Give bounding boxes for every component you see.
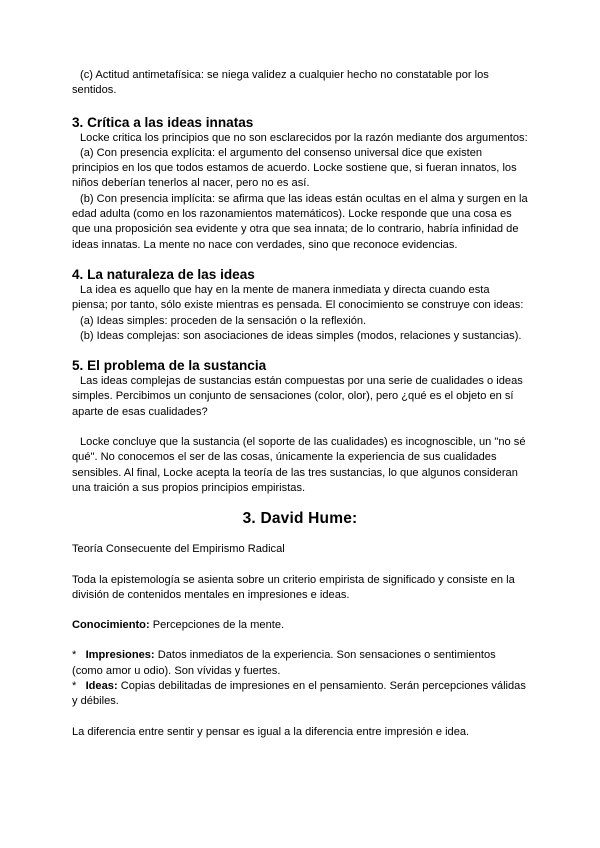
section-5-para-1: Las ideas complejas de sustancias están compuestas por una serie de cualidades o ideas simples. Percibimos un conjunto de sensaciones (color, olor), pero ¿qué es el objeto en sí aparte de esas cualidades? bbox=[72, 375, 523, 418]
ideas-label: Ideas: bbox=[85, 680, 118, 693]
ideas-text: Copias debilitadas de impresiones en el pensamiento. Serán percepciones válidas y débiles. bbox=[72, 680, 526, 708]
section-3-heading: 3. Crítica a las ideas innatas bbox=[72, 114, 254, 130]
section-3-item-a: (a) Con presencia explícita: el argumento del consenso universal dice que existen principios en los que todos estamos de acuerdo. Locke sostiene que, si fueran innatos, los niños deberían tenerlos al nacer, pero no es así. bbox=[72, 146, 517, 190]
impresiones-text: Datos inmediatos de la experiencia. Son sensaciones o sentimientos (como amor u odio). Son vívidas y fuertes. bbox=[72, 649, 496, 677]
section-3-intro: Locke critica los principios que no son esclarecidos por la razón mediante dos argumentos: bbox=[80, 131, 528, 144]
ideas-bullet bbox=[72, 679, 528, 710]
hume-closing: La diferencia entre sentir y pensar es igual a la diferencia entre impresión e idea. bbox=[72, 725, 470, 738]
section-5-heading: 5. El problema de la sustancia bbox=[72, 358, 267, 374]
section-4-item-b: (b) Ideas complejas: son asociaciones de ideas simples (modos, relaciones y sustancias). bbox=[80, 329, 522, 342]
hume-para-1: Toda la epistemología se asienta sobre un criterio empirista de significado y consiste en la división de contenidos mentales en impresiones e ideas. bbox=[72, 573, 515, 601]
section-4-intro: La idea es aquello que hay en la mente de manera inmediata y directa cuando esta piensa; por tanto, sólo existe mientras es pensada. El conocimiento se construye con ideas: bbox=[72, 283, 524, 312]
section-4-item-a: (a) Ideas simples: proceden de la sensación o la reflexión. bbox=[80, 314, 367, 327]
conocimiento-text: Percepciones de la mente. bbox=[149, 619, 285, 632]
bullet-symbol: * bbox=[72, 649, 77, 662]
document-page bbox=[72, 68, 528, 740]
conocimiento-line bbox=[72, 618, 528, 633]
section-4-heading: 4. La naturaleza de las ideas bbox=[72, 266, 255, 282]
hume-subtitle: Teoría Consecuente del Empirismo Radical bbox=[72, 543, 285, 556]
section-5-para-2: Locke concluye que la sustancia (el soporte de las cualidades) es incognoscible, un "no sé qué". No conocemos el ser de las cosas, únicamente la experiencia de sus cualidades sensibles. Al final, Locke acepta la teoría de las tres sustancias, lo que algunos consideran una traición a sus propios principios empiristas. bbox=[72, 436, 526, 494]
bullet-symbol: * bbox=[72, 680, 77, 693]
impresiones-bullet bbox=[72, 648, 528, 679]
intro-item-c: (c) Actitud antimetafísica: se niega validez a cualquier hecho no constatable por los sentidos. bbox=[72, 69, 489, 97]
impresiones-label: Impresiones: bbox=[85, 649, 155, 662]
section-3-item-b: (b) Con presencia implícita: se afirma que las ideas están ocultas en el alma y surgen en la edad adulta (como en los razonamientos matemáticos). Locke responde que una cosa es que una proposición sea evidente y otra que sea innata; de lo contrario, habría infinidad de ideas innatas. La mente no nace con verdades, sino que reconoce evidencias. bbox=[72, 192, 528, 251]
hume-title: 3. David Hume: bbox=[242, 510, 358, 528]
conocimiento-label: Conocimiento: bbox=[72, 619, 150, 632]
